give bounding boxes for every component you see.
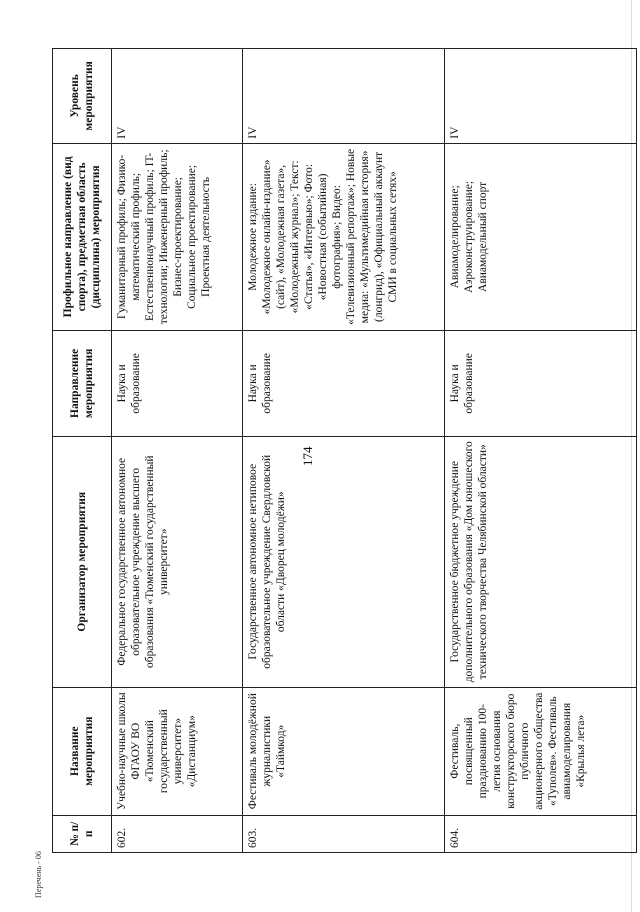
cell-name: Фестиваль, посвященный празднованию 100-летия основания конструкторского бюро публичного акционерного общества «Туполев». Фестиваль авиамоделирования «Крылья лета»: [445, 687, 637, 815]
cell-num: 602.: [111, 815, 242, 852]
header-organizer: Организатор мероприятия: [53, 436, 112, 687]
header-direction: Направление мероприятия: [53, 330, 112, 436]
header-num: № п/п: [53, 815, 112, 852]
cell-organizer: Государственное бюджетное учреждение дополнительного образования «Дом юношеского технического творчества Челябинской области»: [445, 436, 637, 687]
cell-direction: Наука и образование: [111, 330, 242, 436]
header-profile: Профильное направление (вид спорта), предметная область (дисциплина) мероприятия: [53, 143, 112, 330]
header-name: Название мероприятия: [53, 687, 112, 815]
cell-organizer: Государственное автономное нетиповое образовательное учреждение Свердловской области «Дворец молодёжи»: [242, 436, 444, 687]
cell-level: IV: [445, 49, 637, 144]
header-level: Уровень мероприятия: [53, 49, 112, 144]
table-row: [445, 49, 637, 853]
cell-name: Фестиваль молодёжной журналистики «Таймкод»: [242, 687, 444, 815]
cell-name: Учебно-научные школы ФГАОУ ВО «Тюменский государственный университет» «Дистанциум»: [111, 687, 242, 815]
cell-profile: Молодежное издание: «Молодежное онлайн-издание» (сайт), «Молодежная газета», «Молодежный журнал»; Текст: «Статья», «Интервью»; Фото: «Новостная (событийная) фотография»; Видео: «Телевизионный репортаж»; Новые медиа: «Мультимедийная история» (лонгрид), «Официальный аккаунт СМИ в социальных сетях»: [242, 143, 444, 330]
cell-num: 604.: [445, 815, 637, 852]
cell-level: IV: [242, 49, 444, 144]
cell-direction: Наука и образование: [445, 330, 637, 436]
cell-organizer: Федеральное государственное автономное образовательное учреждение высшего образования «Тюменский государственный университет»: [111, 436, 242, 687]
cell-direction: Наука и образование: [242, 330, 444, 436]
table-row: [111, 49, 242, 853]
table-header-row: [53, 49, 112, 853]
page-number: 174: [300, 446, 315, 466]
rotated-table-frame: [52, 48, 637, 853]
events-table: [52, 48, 637, 853]
cell-profile: Авиамоделирование; Аэроконструирование; Авиамодельный спорт: [445, 143, 637, 330]
cell-level: IV: [111, 49, 242, 144]
cell-profile: Гуманитарный профиль; Физико-математический профиль; Естественнонаучный профиль; IT-технологии; Инженерный профиль; Бизнес-проектирование; Социальное проектирование; Проектная деятельность: [111, 143, 242, 330]
table-row: [242, 49, 444, 853]
footer-note: Перечень - 06: [34, 851, 43, 898]
cell-num: 603.: [242, 815, 444, 852]
